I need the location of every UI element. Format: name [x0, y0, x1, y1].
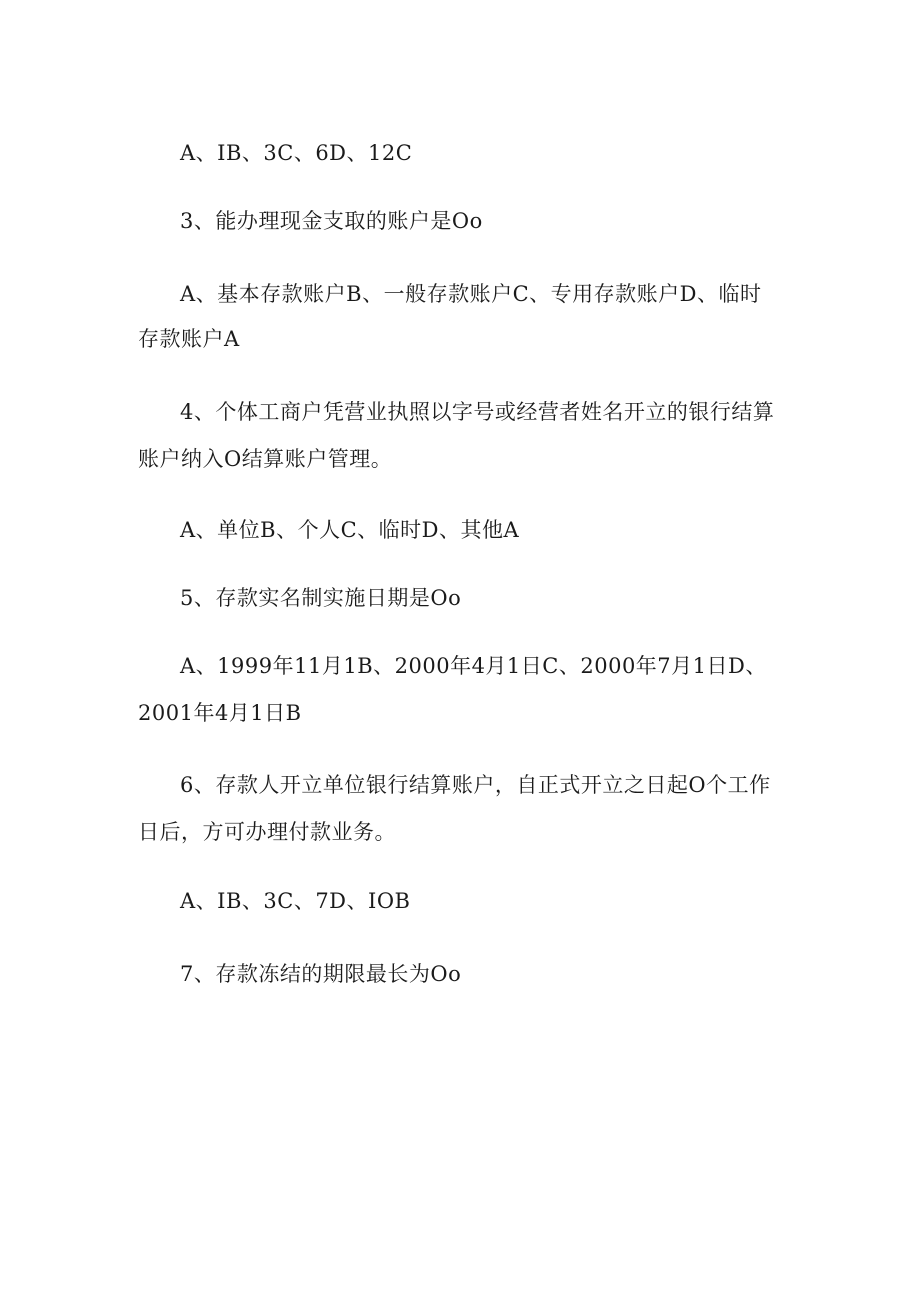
q3-options-line1: A、基本存款账户B、一般存款账户C、专用存款账户D、临时: [180, 282, 762, 306]
q4-options: A、单位B、个人C、临时D、其他A: [180, 518, 520, 542]
q7-question: 7、存款冻结的期限最长为Oo: [180, 962, 462, 986]
q6-question-line2: 日后，方可办理付款业务。: [138, 820, 396, 844]
q5-options-line1: A、1999年11月1B、2000年4月1日C、2000年7月1日D、: [180, 654, 767, 678]
q4-question-line1: 4、个体工商户凭营业执照以字号或经营者姓名开立的银行结算: [180, 400, 775, 424]
q6-question-line1: 6、存款人开立单位银行结算账户，自正式开立之日起O个工作: [180, 773, 771, 797]
q5-options-line2: 2001年4月1日B: [138, 701, 302, 725]
q3-options-line2: 存款账户A: [138, 327, 240, 351]
q2-options: A、IB、3C、6D、12C: [180, 141, 413, 165]
q6-options: A、IB、3C、7D、IOB: [180, 889, 411, 913]
q5-question: 5、存款实名制实施日期是Oo: [180, 586, 462, 610]
q3-question: 3、能办理现金支取的账户是Oo: [180, 209, 483, 233]
q4-question-line2: 账户纳入O结算账户管理。: [138, 447, 393, 471]
